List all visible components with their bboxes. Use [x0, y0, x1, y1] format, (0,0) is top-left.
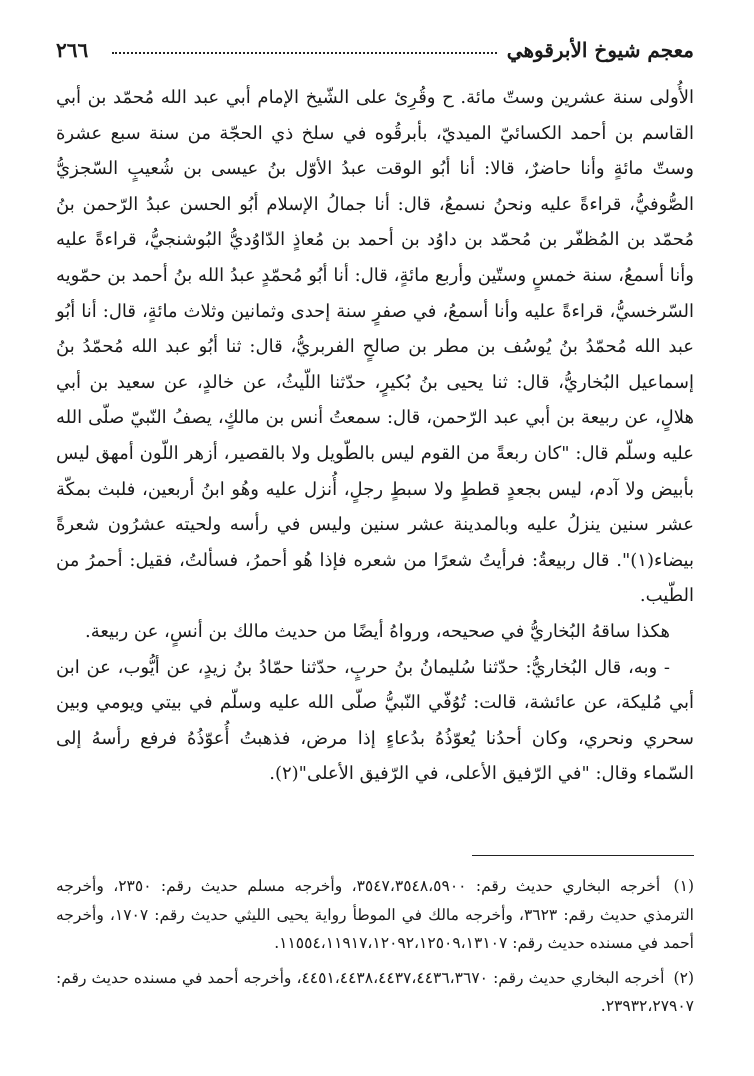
footnote-2-number: (٢) [673, 968, 694, 987]
main-text [56, 80, 694, 792]
footnote-1-number: (١) [673, 877, 694, 895]
header-dotted-leader [112, 52, 497, 54]
paragraph-note: هكذا ساقهُ البُخاريُّ في صحيحه، ورواهُ أيضًا من حديث مالك بن أنسٍ، عن ربيعة. [84, 620, 670, 642]
footnote-2 [56, 964, 694, 1021]
page-number: ٢٦٦ [56, 38, 89, 62]
footnote-separator [472, 855, 694, 856]
footnotes [56, 872, 694, 1027]
paragraph-hadith-2: - وبه، قال البُخاريُّ: حدّثنا سُليمانُ بنُ حربٍ، حدّثنا حمّادُ بنُ زيدٍ، عن أيُّوب، عن ابن أبي مُليكة، عن عائشة، قالت: تُوُفّي النّبيُّ صلّى الله عليه وسلّم في بيتي ويومي وبين سحري ونحري، وكان أحدُنا يُعوّذُهُ بدُعاءٍ إذا مرض، فذهبتُ أُعوّذُهُ فرفع رأسهُ إلى السّماء وقال: "في الرّفيق الأعلى، في الرّفيق الأعلى"(٢). [56, 656, 694, 785]
paragraph-hadith-1: الأُولى سنة عشرين وستّ مائة. ح وقُرِئ على الشّيخ الإمام أبي عبد الله مُحمّد بن أبي القاسم بن أحمد الكسائيّ الميديّ، بأبرقُوه في سلخ ذي الحجّة من سنة سبع عشرة وستّ مائةٍ وأنا حاضرٌ، قالا: أنا أبُو الوقت عبدُ الأوّل بنُ عيسى بن شُعيبٍ السّجزيُّ الصُّوفيُّ، قراءةً عليه ونحنُ نسمعُ، قال: أنا جمالُ الإسلام أبُو الحسن عبدُ الرّحمن بنُ مُحمّد بن المُظفّر بن مُحمّد بن داوُد بن أحمد بن مُعاذٍ الدّاوُديُّ البُوشنجيُّ، قراءةً عليه وأنا أسمعُ، سنة خمسٍ وستّين وأربع مائةٍ، قال: أنا أبُو مُحمّدٍ عبدُ الله بنُ أحمد بن حمّويه السّرخسيُّ، قراءةً عليه وأنا أسمعُ، في صفرٍ سنة إحدى وثمانين وثلاث مائةٍ، قال: أنا أبُو عبد الله مُحمّدُ بنُ يُوسُف بن مطر بن صالحٍ الفربريُّ، قال: ثنا أبُو عبد الله مُحمّدُ بنُ إسماعيل البُخاريُّ، قال: ثنا يحيى بنُ بُكيرٍ، حدّثنا اللّيثُ، عن خالدٍ، عن سعيد بن أبي هلالٍ، عن ربيعة بن أبي عبد الرّحمن، قال: سمعتُ أنس بن مالكٍ، يصفُ النّبيّ صلّى الله عليه وسلّم قال: "كان ربعةً من القوم ليس بالطّويل ولا بالقصير، أزهر اللّون أمهق ليس بأبيض ولا آدم، ليس بجعدٍ قططٍ ولا سبطٍ رجلٍ، أُنزل عليه وهُو ابنُ أربعين، فلبث بمكّة عشر سنين ينزلُ عليه وبالمدينة عشر سنين وليس في رأسه ولحيته عشرُون شعرةً بيضاء(١)". قال ربيعةُ: فرأيتُ شعرًا من شعره فإذا هُو أحمرُ، فسألتُ، فقيل: أحمرُ من الطّيب. [56, 87, 694, 607]
footnote-1-text: أخرجه البخاري حديث رقم: ٣٥٤٧،٣٥٤٨،٥٩٠٠، وأخرجه مسلم حديث رقم: ٢٣٥٠، وأخرجه الترمذي حديث رقم: ٣٦٢٣، وأخرجه مالك في الموطأ رواية يحيى الليثي حديث رقم: ١٧٠٧، وأخرجه أحمد في مسنده حديث رقم: ١١٥٥٤،١١٩١٧،١٢٠٩٢،١٢٥٠٩،١٣١٠٧. [56, 877, 694, 952]
footnote-2-text: أخرجه البخاري حديث رقم: ٤٤٥١،٤٤٣٨،٤٤٣٧،٤٤٣٦،٣٦٧٠، وأخرجه أحمد في مسنده حديث رقم: ٢٣٩٣٢،٢٧٩٠٧. [56, 968, 694, 1015]
footnote-1 [56, 872, 694, 958]
page-header [56, 28, 694, 72]
running-title: معجم شيوخ الأبرقوهي [506, 38, 694, 62]
